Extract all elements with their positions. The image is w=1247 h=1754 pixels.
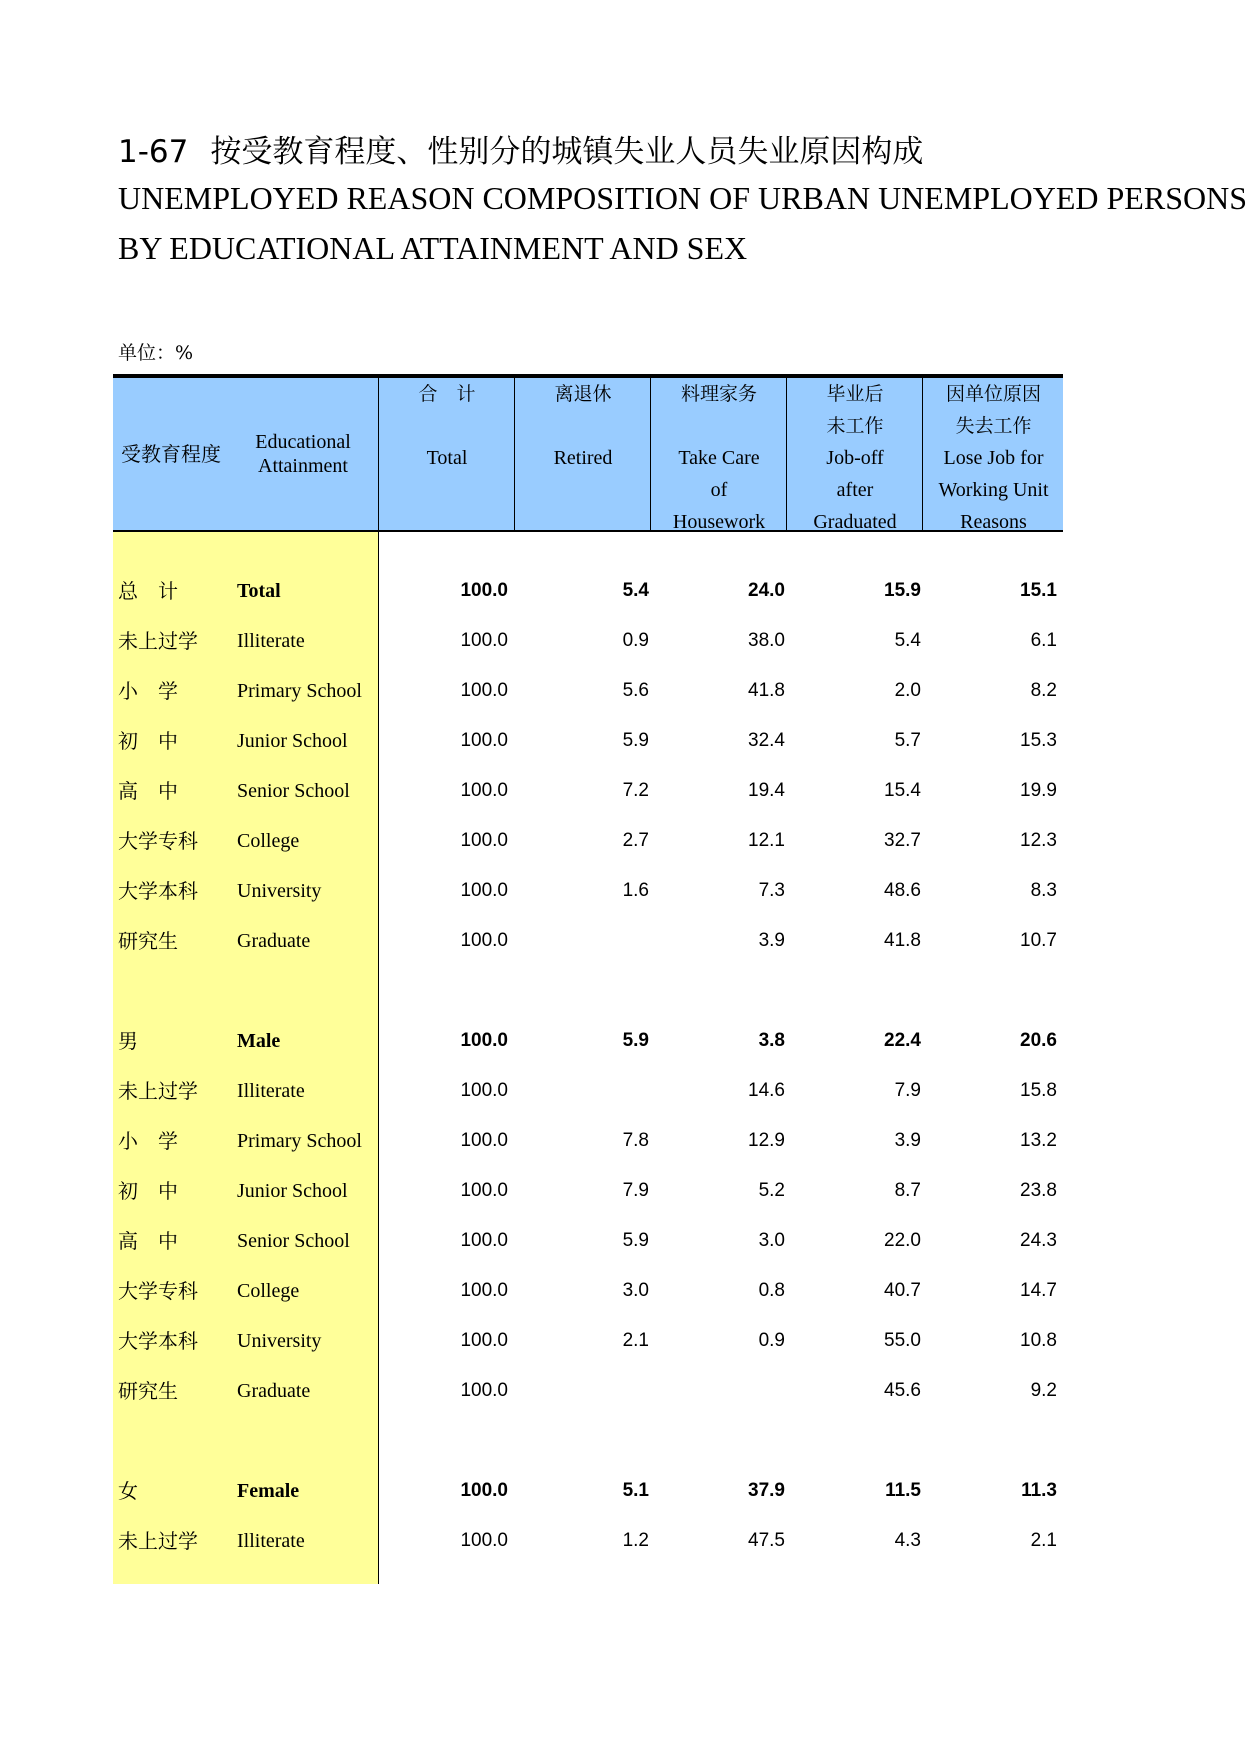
- stub-header: [113, 378, 378, 530]
- cell-col-2: 5.9: [622, 1030, 649, 1051]
- title-chinese: 按受教育程度、性别分的城镇失业人员失业原因构成: [210, 134, 924, 170]
- cell-col-5: 6.1: [1030, 630, 1057, 651]
- column-header-1: [378, 378, 515, 530]
- table-row: [113, 1366, 1063, 1416]
- unit-label: 单位：%: [118, 342, 194, 364]
- table-number: 1-67: [118, 134, 189, 170]
- cell-col-4: 11.5: [885, 1480, 921, 1501]
- row-label-en: University: [237, 880, 322, 902]
- row-label-cn: 大学本科: [118, 879, 198, 903]
- cell-col-4: 5.7: [894, 730, 921, 751]
- table-row-total: [113, 1016, 1063, 1066]
- row-label-cn: 初 中: [118, 729, 178, 753]
- cell-col-4: 15.4: [884, 780, 921, 801]
- cell-col-2: 3.0: [622, 1280, 649, 1301]
- cell-col-5: 9.2: [1030, 1380, 1057, 1401]
- row-label-cn: 小 学: [118, 679, 178, 703]
- cell-col-2: 2.1: [622, 1330, 649, 1351]
- cell-col-5: 10.7: [1020, 930, 1057, 951]
- row-label-en: Graduate: [237, 1380, 311, 1402]
- column-header-5-line-3: Lose Job for: [943, 447, 1044, 469]
- cell-col-4: 3.9: [894, 1130, 921, 1151]
- cell-col-1: 100.0: [460, 1280, 508, 1301]
- row-label-en: Illiterate: [237, 1530, 305, 1552]
- cell-col-3: 7.3: [758, 880, 785, 901]
- cell-col-1: 100.0: [460, 1130, 508, 1151]
- table-row-total: [113, 566, 1063, 616]
- cell-col-1: 100.0: [460, 1230, 508, 1251]
- cell-col-2: 7.9: [622, 1180, 649, 1201]
- row-label-en: Graduate: [237, 930, 311, 952]
- column-header-3-line-4: of: [710, 479, 728, 501]
- cell-col-3: 0.8: [758, 1280, 785, 1301]
- cell-col-4: 22.4: [884, 1030, 921, 1051]
- row-label-en: Junior School: [237, 730, 348, 752]
- cell-col-4: 41.8: [884, 930, 921, 951]
- cell-col-1: 100.0: [460, 1080, 508, 1101]
- table-row: [113, 916, 1063, 966]
- column-header-4-line-4: after: [836, 479, 874, 501]
- table-row-total: [113, 1466, 1063, 1516]
- column-header-3-line-5: Housework: [672, 511, 766, 533]
- row-label-en: Male: [237, 1030, 281, 1052]
- column-header-5-line-5: Reasons: [960, 511, 1027, 533]
- cell-col-4: 48.6: [884, 880, 921, 901]
- cell-col-5: 23.8: [1020, 1180, 1057, 1201]
- column-header-5: [922, 378, 1064, 533]
- cell-col-5: 15.8: [1020, 1080, 1057, 1101]
- cell-col-4: 22.0: [884, 1230, 921, 1251]
- cell-col-3: 14.6: [748, 1080, 785, 1101]
- row-label-cn: 未上过学: [118, 1079, 198, 1103]
- row-label-cn: 研究生: [118, 1379, 178, 1403]
- cell-col-1: 100.0: [460, 730, 508, 751]
- cell-col-3: 47.5: [748, 1530, 785, 1551]
- column-header-2-line-1: 离退休: [554, 383, 612, 405]
- cell-col-4: 32.7: [884, 830, 921, 851]
- cell-col-5: 24.3: [1020, 1230, 1057, 1251]
- table-row: [113, 1166, 1063, 1216]
- cell-col-4: 4.3: [894, 1530, 921, 1551]
- cell-col-4: 5.4: [894, 630, 921, 651]
- cell-col-3: 5.2: [758, 1180, 785, 1201]
- column-header-3-line-3: Take Care: [678, 447, 760, 469]
- table-row: [113, 1066, 1063, 1116]
- cell-col-2: 5.4: [622, 580, 649, 601]
- cell-col-5: 15.3: [1020, 730, 1057, 751]
- column-header-4: [786, 378, 923, 533]
- table-row: [113, 816, 1063, 866]
- cell-col-3: 12.1: [748, 830, 785, 851]
- cell-col-3: 32.4: [748, 730, 785, 751]
- row-label-en: Senior School: [237, 780, 350, 802]
- table-row: [113, 666, 1063, 716]
- column-header-5-line-2: 失去工作: [955, 415, 1032, 437]
- row-label-cn: 大学专科: [118, 1279, 198, 1303]
- cell-col-4: 2.0: [894, 680, 921, 701]
- cell-col-2: 5.9: [622, 1230, 649, 1251]
- cell-col-3: 3.9: [758, 930, 785, 951]
- cell-col-2: 7.8: [622, 1130, 649, 1151]
- cell-col-3: 3.0: [758, 1230, 785, 1251]
- cell-col-3: 0.9: [758, 1330, 785, 1351]
- row-label-cn: 未上过学: [118, 1529, 198, 1553]
- cell-col-4: 55.0: [884, 1330, 921, 1351]
- cell-col-3: 19.4: [748, 780, 785, 801]
- row-label-en: University: [237, 1330, 322, 1352]
- column-header-2-line-3: Retired: [553, 447, 613, 469]
- stub-header-cn: 受教育程度: [121, 442, 221, 466]
- cell-col-3: 12.9: [748, 1130, 785, 1151]
- column-header-4-line-2: 未工作: [826, 415, 884, 437]
- column-header-1-line-3: Total: [426, 447, 468, 469]
- cell-col-3: 3.8: [758, 1030, 785, 1051]
- row-label-cn: 大学本科: [118, 1329, 198, 1353]
- row-label-cn: 高 中: [118, 1229, 178, 1253]
- stub-header-en-2: Attainment: [258, 455, 348, 477]
- row-label-cn: 大学专科: [118, 829, 198, 853]
- table-header: [113, 378, 1063, 532]
- cell-col-1: 100.0: [460, 1180, 508, 1201]
- row-label-cn: 高 中: [118, 779, 178, 803]
- column-header-4-line-1: 毕业后: [826, 383, 884, 405]
- stub-header-en-1: Educational: [255, 431, 351, 453]
- cell-col-2: 7.2: [622, 780, 649, 801]
- cell-col-5: 10.8: [1020, 1330, 1057, 1351]
- cell-col-2: 2.7: [622, 830, 649, 851]
- page-title-cn: [118, 126, 923, 171]
- column-header-3-line-1: 料理家务: [680, 383, 757, 405]
- cell-col-5: 2.1: [1030, 1530, 1057, 1551]
- cell-col-1: 100.0: [460, 630, 508, 651]
- cell-col-5: 14.7: [1020, 1280, 1057, 1301]
- table-row: [113, 866, 1063, 916]
- cell-col-1: 100.0: [460, 1380, 508, 1401]
- row-label-en: College: [237, 830, 300, 852]
- cell-col-4: 45.6: [884, 1380, 921, 1401]
- cell-col-3: 37.9: [748, 1480, 785, 1501]
- cell-col-1: 100.0: [460, 880, 508, 901]
- column-header-5-line-4: Working Unit: [938, 479, 1049, 501]
- row-label-en: Illiterate: [237, 630, 305, 652]
- cell-col-5: 13.2: [1020, 1130, 1057, 1151]
- cell-col-5: 19.9: [1020, 780, 1057, 801]
- cell-col-4: 40.7: [884, 1280, 921, 1301]
- cell-col-1: 100.0: [460, 1530, 508, 1551]
- cell-col-1: 100.0: [460, 780, 508, 801]
- cell-col-4: 8.7: [894, 1180, 921, 1201]
- cell-col-5: 20.6: [1020, 1030, 1057, 1051]
- table-row: [113, 1266, 1063, 1316]
- cell-col-5: 8.2: [1030, 680, 1057, 701]
- row-label-cn: 未上过学: [118, 629, 198, 653]
- table-row: [113, 1516, 1063, 1566]
- row-label-cn: 男: [118, 1029, 138, 1053]
- column-header-4-line-5: Graduated: [813, 511, 897, 533]
- row-label-cn: 研究生: [118, 929, 178, 953]
- cell-col-5: 12.3: [1020, 830, 1057, 851]
- cell-col-5: 11.3: [1021, 1480, 1057, 1501]
- row-label-en: Primary School: [237, 1130, 362, 1152]
- title-english-line2: BY EDUCATIONAL ATTAINMENT AND SEX: [118, 230, 748, 266]
- column-header-4-line-3: Job-off: [826, 447, 884, 469]
- row-label-en: Junior School: [237, 1180, 348, 1202]
- table-row: [113, 616, 1063, 666]
- table-row: [113, 1216, 1063, 1266]
- cell-col-2: 0.9: [622, 630, 649, 651]
- cell-col-5: 8.3: [1030, 880, 1057, 901]
- cell-col-2: 5.9: [622, 730, 649, 751]
- cell-col-1: 100.0: [460, 930, 508, 951]
- cell-col-1: 100.0: [460, 580, 508, 601]
- cell-col-5: 15.1: [1020, 580, 1057, 601]
- row-label-en: Illiterate: [237, 1080, 305, 1102]
- column-header-5-line-1: 因单位原因: [945, 383, 1041, 405]
- cell-col-1: 100.0: [460, 830, 508, 851]
- cell-col-1: 100.0: [460, 680, 508, 701]
- cell-col-2: 1.2: [622, 1530, 649, 1551]
- cell-col-4: 15.9: [884, 580, 921, 601]
- title-english-line1: UNEMPLOYED REASON COMPOSITION OF URBAN UNEMPLOYED PERSONS: [118, 180, 1247, 216]
- row-label-en: Female: [237, 1480, 300, 1502]
- cell-col-3: 41.8: [748, 680, 785, 701]
- row-label-en: College: [237, 1280, 300, 1302]
- cell-col-4: 7.9: [894, 1080, 921, 1101]
- row-label-en: Senior School: [237, 1230, 350, 1252]
- row-label-cn: 初 中: [118, 1179, 178, 1203]
- cell-col-1: 100.0: [460, 1480, 508, 1501]
- column-header-2: [514, 378, 651, 530]
- cell-col-2: 5.6: [622, 680, 649, 701]
- column-header-1-line-1: 合 计: [418, 383, 476, 405]
- table-row: [113, 1316, 1063, 1366]
- row-label-cn: 小 学: [118, 1129, 178, 1153]
- cell-col-3: 38.0: [748, 630, 785, 651]
- row-label-en: Total: [237, 580, 281, 602]
- row-label-cn: 总 计: [118, 579, 178, 603]
- table-row: [113, 766, 1063, 816]
- stub-header-en: [238, 430, 368, 478]
- cell-col-2: 1.6: [622, 880, 649, 901]
- cell-col-1: 100.0: [460, 1030, 508, 1051]
- cell-col-3: 24.0: [748, 580, 785, 601]
- cell-col-2: 5.1: [622, 1480, 649, 1501]
- row-label-cn: 女: [118, 1479, 138, 1503]
- table-row: [113, 716, 1063, 766]
- column-header-3: [650, 378, 787, 533]
- table-row: [113, 1116, 1063, 1166]
- row-label-en: Primary School: [237, 680, 362, 702]
- cell-col-1: 100.0: [460, 1330, 508, 1351]
